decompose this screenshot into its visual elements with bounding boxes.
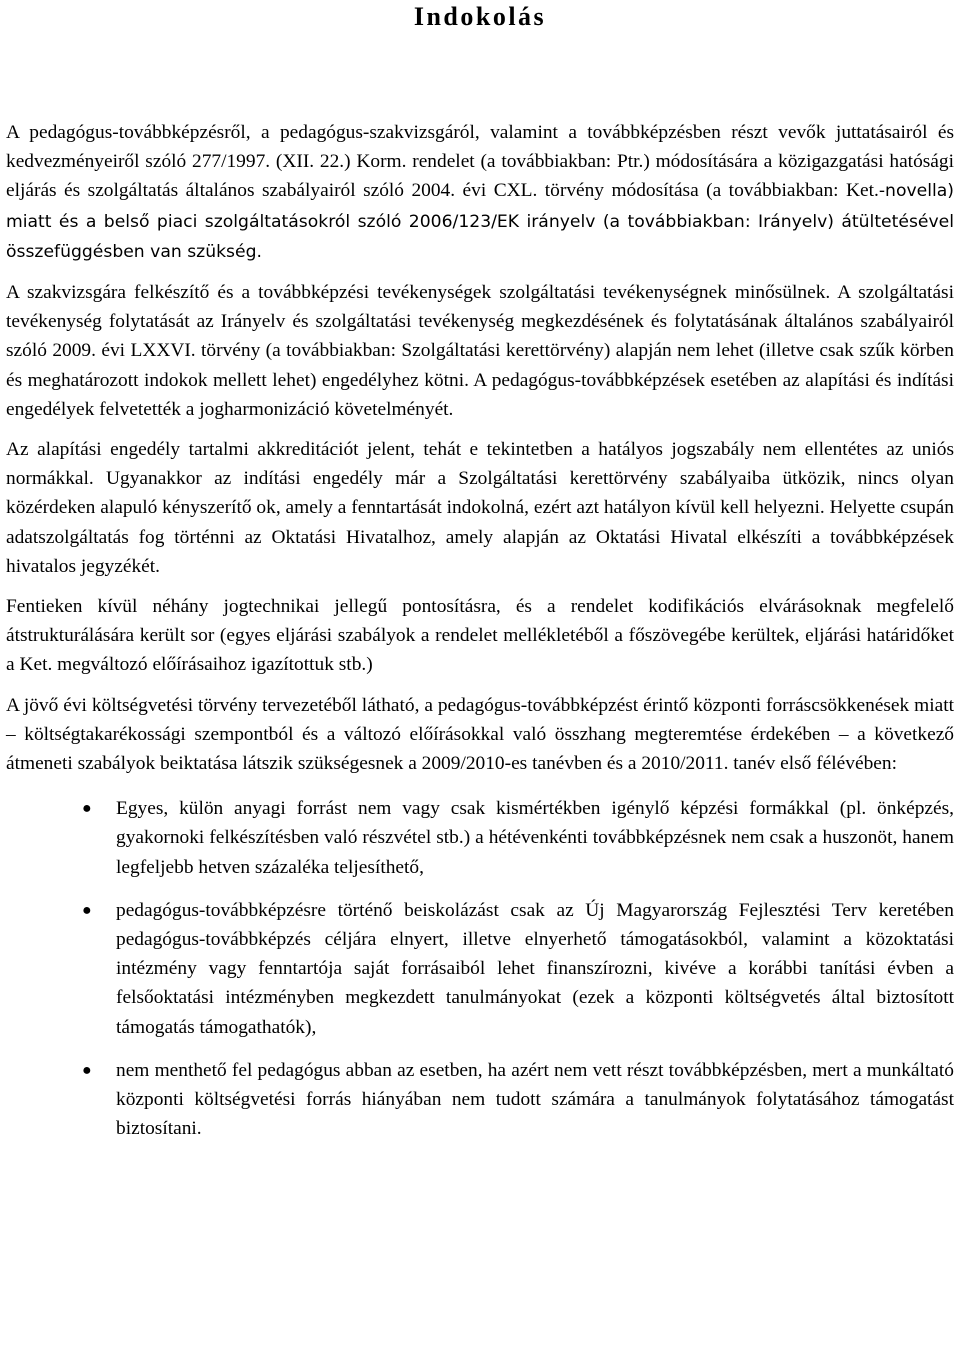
paragraph-intro-sans-run: -novella) miatt és a belső piaci szolgáltatásokról szóló 2006/123/EK irányelv (a továbbiakban: Irányelv) átültetésével összefüggésben van szükség.: [6, 181, 954, 262]
page-title: Indokolás: [413, 2, 547, 31]
list-item-text: pedagógus-továbbképzésre történő beiskolázást csak az Új Magyarország Fejlesztési Terv keretében pedagógus-továbbképzés céljára elnyert, illetve elnyerhető támogatásokból, valamint a közoktatási intézmény vagy fenntartója saját forrásaiból lehet finanszírozni, kivéve a korábbi tanítási évben a felsőoktatási intézményben megkezdett tanulmányokat (ezek a központi költségvetés által biztosított támogatás támogathatók),: [116, 899, 954, 1038]
paragraph-technical: Fentieken kívül néhány jogtechnikai jellegű pontosításra, és a rendelet kodifikációs elvárásoknak megfelelő átstrukturálására került sor (egyes eljárási szabályok a rendelet mellékletéből a főszövegébe kerültek, eljárási határidőket a Ket. megváltozó előírásaihoz igazítottuk stb.): [6, 596, 954, 676]
list-item: [6, 896, 954, 1042]
bullet-icon: ●: [82, 1061, 92, 1079]
document-body: [6, 118, 954, 1158]
bullet-icon: ●: [82, 901, 92, 919]
bullet-icon: ●: [82, 800, 92, 818]
paragraph-intro-serif-run: A pedagógus-továbbképzésről, a pedagógus-szakvizsgáról, valamint a továbbképzésben részt vevők juttatásairól és kedvezményeiről szóló 277/1997. (XII. 22.) Korm. rendelet (a továbbiakban: Ptr.) módosítására a közigazgatási hatósági eljárás és szolgáltatás általános szabályairól szóló 2004. évi CXL. törvény módosítása (a továbbiakban: Ket.: [6, 122, 954, 202]
paragraph-intro: [6, 118, 954, 267]
list-item: [6, 794, 954, 882]
list-item-text: Egyes, külön anyagi forrást nem vagy csak kismértékben igénylő képzési formákkal (pl. önképzés, gyakornoki felkészítésben való részvétel stb.) a hétévenkénti továbbképzésnek nem csak a huszonöt, hanem legfeljebb hetven százaléka teljesíthető,: [116, 798, 954, 878]
list-item-text: nem menthető fel pedagógus abban az esetben, ha azért nem vett részt továbbképzésben, mert a munkáltató központi költségvetési forrás hiányában nem tudott számára a tanulmányok folytatásához támogatást biztosítani.: [116, 1059, 954, 1140]
list-item: [6, 1056, 954, 1144]
paragraph-budget: A jövő évi költségvetési törvény tervezetéből látható, a pedagógus-továbbképzést érintő központi forráscsökkenések miatt – költségtakarékossági szempontból és a változó előírásokkal való összhang megteremtése érdekében – a következő átmeneti szabályok beiktatása látszik szükségesnek a 2009/2010-es tanévben és a 2010/2011. tanév első félévében:: [6, 694, 954, 775]
paragraph-services: A szakvizsgára felkészítő és a továbbképzési tevékenységek szolgáltatási tevékenységnek minősülnek. A szolgáltatási tevékenység folytatását az Irányelv és szolgáltatási tevékenység megkezdésének és folytatásának általános szabályairól szóló 2009. évi LXXVI. törvény (a továbbiakban: Szolgáltatási kerettörvény) alapján nem lehet (illetve csak szűk körben és meghatározott indokok mellett lehet) engedélyhez kötni. A pedagógus-továbbképzések esetében az alapítási és indítási engedélyek felvetették a jogharmonizáció követelményét.: [6, 282, 954, 420]
transitional-rules-list: [6, 794, 954, 1143]
paragraph-permits: Az alapítási engedély tartalmi akkreditációt jelent, tehát e tekintetben a hatályos jogszabály nem ellentétes az uniós normákkal. Ugyanakkor az indítási engedély már a Szolgáltatási kerettörvény szabályaiba ütközik, nincs olyan közérdeken alapuló kényszerítő ok, amely a fenntartását indokolná, ezért azt hatályon kívül kell helyezni. Helyette csupán adatszolgáltatás fog történni az Oktatási Hivatalhoz, amely alapján az Oktatási Hivatal elkészíti a továbbképzések hivatalos jegyzékét.: [6, 439, 954, 577]
